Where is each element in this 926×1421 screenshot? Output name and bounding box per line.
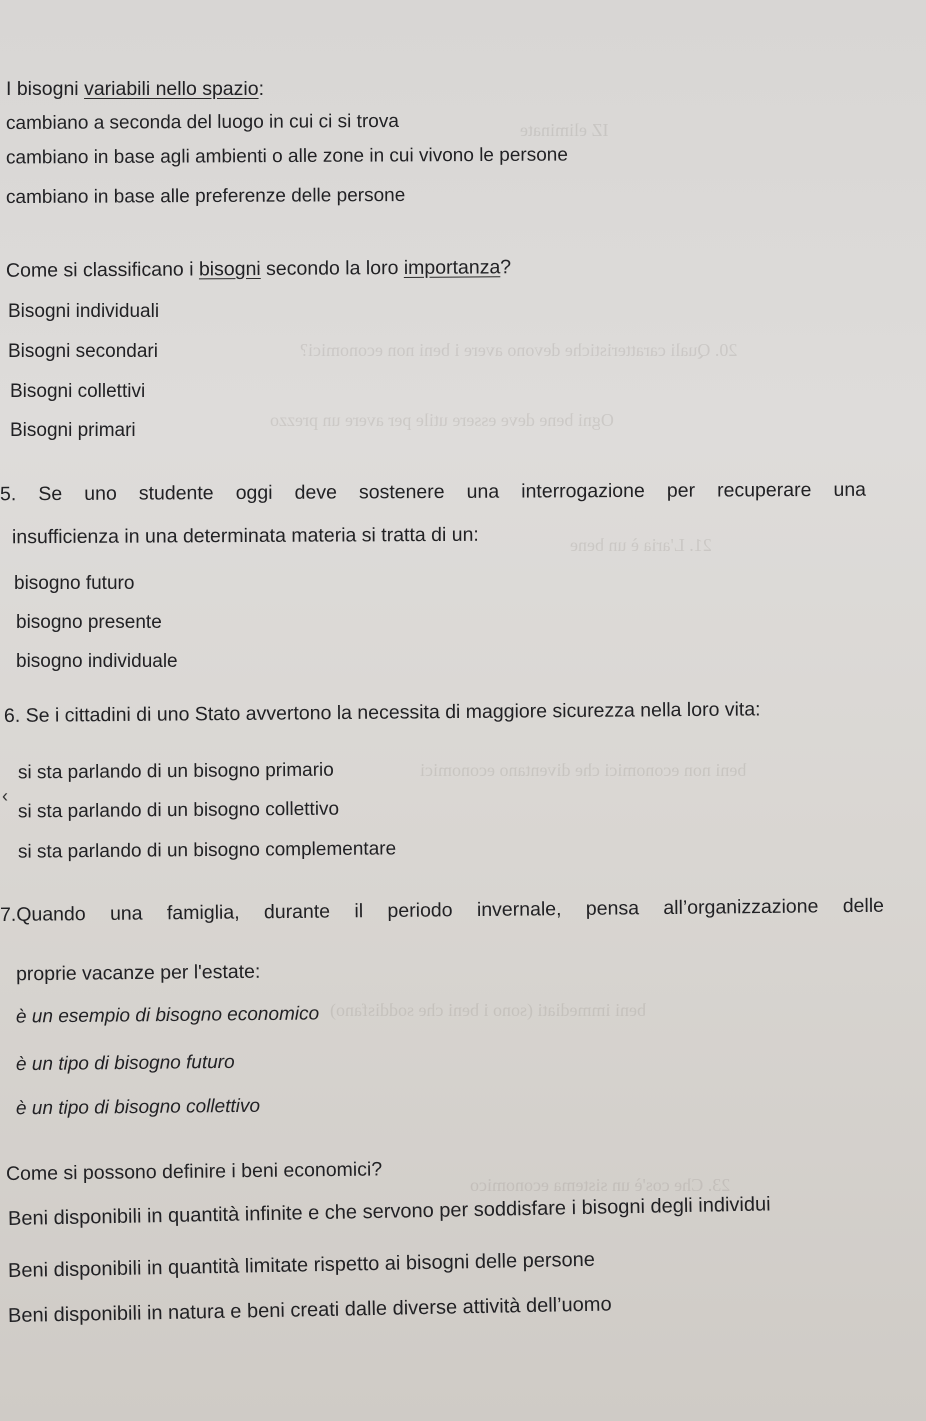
option-text: bisogno futuro bbox=[14, 573, 135, 594]
question-7-line2: proprie vacanze per l'estate: bbox=[15, 960, 261, 986]
question-8-title: Come si possono definire i beni economici? bbox=[5, 1158, 383, 1185]
question-5-line2: insufficienza in una determinata materia si tratta di un: bbox=[11, 523, 479, 549]
option-text: Beni disponibili in quantità infinite e che servono per soddisfare i bisogni degli individui bbox=[7, 1193, 771, 1230]
option-text: è un tipo di bisogno collettivo bbox=[15, 1095, 261, 1120]
question-6-title: 6. Se i cittadini di uno Stato avvertono la necessita di maggiore sicurezza nella loro vita: bbox=[3, 698, 761, 727]
show-through-text: 21. L'aria è un bene bbox=[570, 535, 712, 555]
show-through-text: IZ eliminate bbox=[520, 120, 609, 140]
show-through-text: 23. Che cos'è un sistema economico bbox=[470, 1175, 731, 1195]
option-text: Bisogni collettivi bbox=[10, 381, 146, 402]
question-importance-title: Come si classificano i bisogni secondo la loro importanza? bbox=[5, 256, 512, 282]
option-text: è un esempio di bisogno economico bbox=[15, 1003, 320, 1028]
option-text: si sta parlando di un bisogno primario bbox=[17, 759, 334, 784]
option-text: Bisogni secondari bbox=[8, 341, 158, 362]
question-5-line1: 5. Se uno studente oggi deve sostenere una interrogazione per recuperare una bbox=[0, 478, 867, 506]
show-through-text: beni immediati (sono i beni che soddisfano) bbox=[330, 1000, 646, 1020]
question-7-line1: 7.Quando una famiglia, durante il periodo invernale, pensa all’organizzazione delle bbox=[0, 894, 885, 926]
show-through-text: beni non economici che diventano economici bbox=[420, 760, 747, 780]
option-text: si sta parlando di un bisogno complementare bbox=[17, 838, 397, 863]
option-text: Beni disponibili in quantità limitate rispetto ai bisogni delle persone bbox=[7, 1248, 596, 1282]
option-text: Bisogni primari bbox=[10, 420, 136, 441]
option-text: cambiano in base agli ambienti o alle zone in cui vivono le persone bbox=[5, 144, 568, 169]
show-through-text: Ogni bene deve essere utile per avere un prezzo bbox=[270, 410, 614, 430]
option-text: è un tipo di bisogno futuro bbox=[15, 1051, 235, 1076]
option-text: cambiano in base alle preferenze delle persone bbox=[5, 184, 406, 209]
option-text: bisogno presente bbox=[16, 612, 162, 633]
question-4-title: I bisogni variabili nello spazio: bbox=[6, 78, 264, 100]
show-through-text: 20. Quali caratteristiche devono avere i beni non economici? bbox=[300, 340, 738, 360]
option-text: si sta parlando di un bisogno collettivo bbox=[17, 798, 340, 823]
option-text: cambiano a seconda del luogo in cui ci si trova bbox=[5, 110, 399, 135]
option-text: bisogno individuale bbox=[16, 651, 178, 672]
option-text: Bisogni individuali bbox=[8, 301, 160, 322]
option-text: Beni disponibili in natura e beni creati dalle diverse attività dell’uomo bbox=[7, 1293, 612, 1327]
answer-mark-icon: ‹ bbox=[2, 786, 8, 806]
